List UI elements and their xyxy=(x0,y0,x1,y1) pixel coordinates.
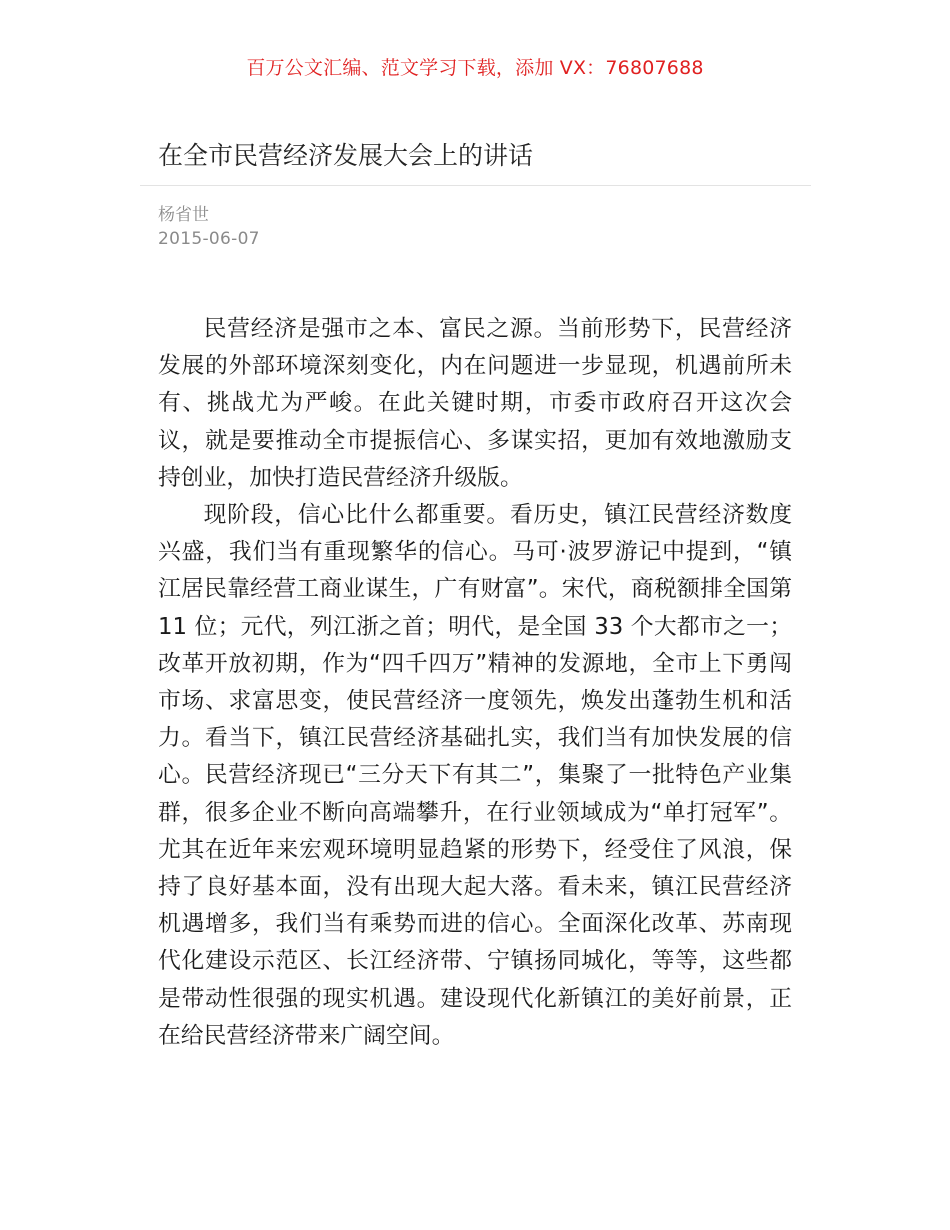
article-author: 杨省世 xyxy=(158,205,209,225)
title-divider xyxy=(140,185,811,186)
article-date: 2015-06-07 xyxy=(158,229,260,249)
watermark-banner: 百万公文汇编、范文学习下载，添加 VX：76807688 xyxy=(246,57,704,79)
article-title: 在全市民营经济发展大会上的讲话 xyxy=(158,141,534,170)
article-paragraph: 民营经济是强市之本、富民之源。当前形势下，民营经济发展的外部环境深刻变化，内在问题进一步显现，机遇前所未有、挑战尤为严峻。在此关键时期，市委市政府召开这次会议，就是要推动全市提振信心、多谋实招，更加有效地激励支持创业，加快打造民营经济升级版。 xyxy=(158,316,792,491)
article-paragraph: 现阶段，信心比什么都重要。看历史，镇江民营经济数度兴盛，我们当有重现繁华的信心。马可·波罗游记中提到，“镇江居民靠经营工商业谋生，广有财富”。宋代，商税额排全国第 11 位；元代，列江浙之首；明代，是全国 33 个大都市之一；改革开放初期，作为“四千四万”精神的发源地，全市上下勇闯市场、求富思变，使民营经济一度领先，焕发出蓬勃生机和活力。看当下，镇江民营经济基础扎实，我们当有加快发展的信心。民营经济现已“三分天下有其二”，集聚了一批特色产业集群，很多企业不断向高端攀升，在行业领域成为“单打冠军”。尤其在近年来宏观环境明显趋紧的形势下，经受住了风浪，保持了良好基本面，没有出现大起大落。看未来，镇江民营经济机遇增多，我们当有乘势而进的信心。全面深化改革、苏南现代化建设示范区、长江经济带、宁镇扬同城化，等等，这些都是带动性很强的现实机遇。建设现代化新镇江的美好前景，正在给民营经济带来广阔空间。 xyxy=(158,502,792,1049)
article-body xyxy=(158,311,792,1055)
